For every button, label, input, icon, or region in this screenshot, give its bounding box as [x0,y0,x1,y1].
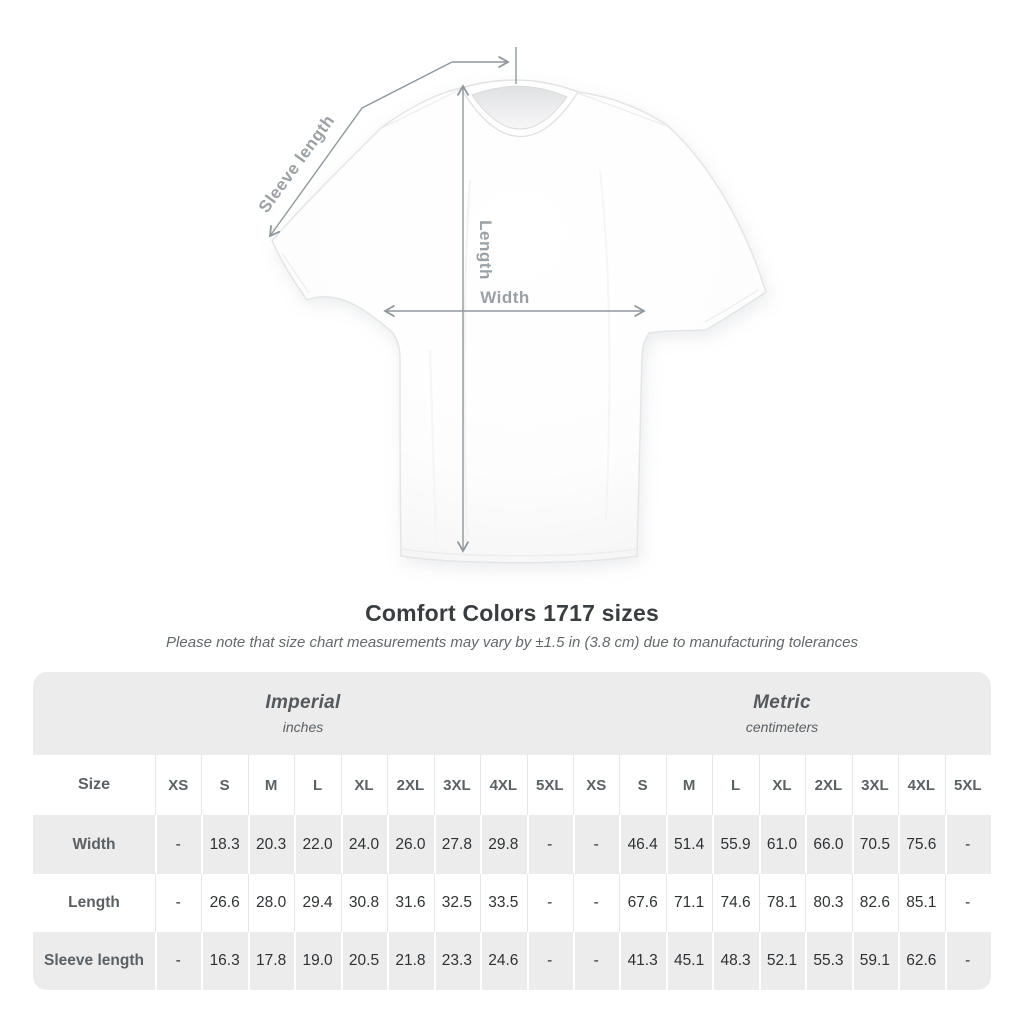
imperial-label: Imperial [265,692,341,713]
measurement-value-metric: 85.1 [898,874,944,932]
table-body [33,815,991,990]
measurement-value-metric: 82.6 [852,874,898,932]
size-col-header-imperial: 3XL [434,755,480,815]
measurement-row-label: Width [72,835,116,853]
measurement-value-metric: 80.3 [805,874,851,932]
size-col-header-metric: S [619,755,665,815]
measurement-value-metric: 55.9 [712,815,758,874]
measurement-value-metric: - [573,932,619,990]
tshirt-illustration [272,80,766,563]
measurement-value-metric: - [945,874,991,932]
page-title: Comfort Colors 1717 sizes [365,600,659,626]
size-col-header-metric: XS [573,755,619,815]
measurement-value-metric: 52.1 [759,932,805,990]
measurement-row [33,874,991,932]
width-label: Width [480,288,530,307]
measurement-value-metric: 41.3 [619,932,665,990]
measurement-value-imperial: 20.3 [248,815,294,874]
measurement-value-metric: 70.5 [852,815,898,874]
measurement-value-imperial: 33.5 [480,874,526,932]
size-col-header-imperial: XS [155,755,201,815]
measurement-value-imperial: 24.0 [341,815,387,874]
unit-header-row [33,672,991,755]
size-col-header-imperial: 4XL [480,755,526,815]
measurement-value-metric: 75.6 [898,815,944,874]
measurement-value-metric: 78.1 [759,874,805,932]
measurement-value-imperial: 19.0 [294,932,340,990]
measurement-value-imperial: 27.8 [434,815,480,874]
sleeve-length-label: Sleeve length [254,111,339,217]
measurement-value-imperial: 26.0 [387,815,433,874]
measurement-value-metric: 71.1 [666,874,712,932]
measurement-value-imperial: 20.5 [341,932,387,990]
measurement-value-imperial: 17.8 [248,932,294,990]
measurement-value-imperial: 16.3 [201,932,247,990]
measurement-value-metric: 62.6 [898,932,944,990]
measurement-row-label: Sleeve length [44,952,144,969]
size-corner-label: Size [77,776,110,793]
measurement-value-metric: 45.1 [666,932,712,990]
measurement-value-metric: - [573,815,619,874]
measurement-value-metric: 48.3 [712,932,758,990]
measurement-value-metric: - [945,815,991,874]
measurement-value-metric: 59.1 [852,932,898,990]
measurement-value-imperial: 26.6 [201,874,247,932]
measurement-value-metric: 46.4 [619,815,665,874]
measurement-row [33,815,991,874]
size-col-header-metric: 3XL [852,755,898,815]
measurement-value-imperial: 23.3 [434,932,480,990]
measurement-value-imperial: - [155,932,201,990]
unit-group-imperial [33,672,573,755]
metric-label: Metric [753,692,811,713]
size-col-header-metric: 5XL [945,755,991,815]
length-label: Length [476,220,495,280]
measurement-value-imperial: 30.8 [341,874,387,932]
metric-sublabel: centimeters [745,719,819,735]
measurement-value-metric: 67.6 [619,874,665,932]
measurement-value-imperial: 31.6 [387,874,433,932]
measurement-row-label: Length [68,894,120,911]
size-col-header-imperial: 5XL [527,755,573,815]
size-col-header-metric: 4XL [898,755,944,815]
measurement-value-imperial: 32.5 [434,874,480,932]
unit-group-metric [573,672,991,755]
measurement-value-imperial: 22.0 [294,815,340,874]
measurement-row [33,932,991,990]
measurement-value-imperial: 29.4 [294,874,340,932]
imperial-sublabel: inches [282,719,324,735]
measurement-value-metric: 74.6 [712,874,758,932]
measurement-value-metric: 51.4 [666,815,712,874]
measurement-value-imperial: - [155,874,201,932]
measurement-value-imperial: 18.3 [201,815,247,874]
tolerance-note: Please note that size chart measurements may vary by ±1.5 in (3.8 cm) due to manufacturing tolerances [166,634,858,651]
size-col-header-metric: M [666,755,712,815]
size-col-header-metric: XL [759,755,805,815]
measurement-value-imperial: - [527,932,573,990]
measurement-value-metric: - [945,932,991,990]
measurement-value-imperial: - [155,815,201,874]
measurement-value-imperial: - [527,815,573,874]
size-header-row [33,755,991,815]
size-col-header-metric: L [712,755,758,815]
measurement-value-imperial: 21.8 [387,932,433,990]
measurement-value-metric: 66.0 [805,815,851,874]
size-col-header-imperial: M [248,755,294,815]
measurement-value-metric: 61.0 [759,815,805,874]
measurement-value-imperial: 28.0 [248,874,294,932]
measurement-value-imperial: - [527,874,573,932]
size-table [33,672,991,990]
measurement-value-imperial: 29.8 [480,815,526,874]
size-col-header-imperial: XL [341,755,387,815]
measurement-value-metric: 55.3 [805,932,851,990]
size-col-header-imperial: L [294,755,340,815]
tshirt-body [272,80,766,563]
measurement-value-imperial: 24.6 [480,932,526,990]
size-col-header-metric: 2XL [805,755,851,815]
size-col-header-imperial: 2XL [387,755,433,815]
measurement-value-metric: - [573,874,619,932]
size-col-header-imperial: S [201,755,247,815]
